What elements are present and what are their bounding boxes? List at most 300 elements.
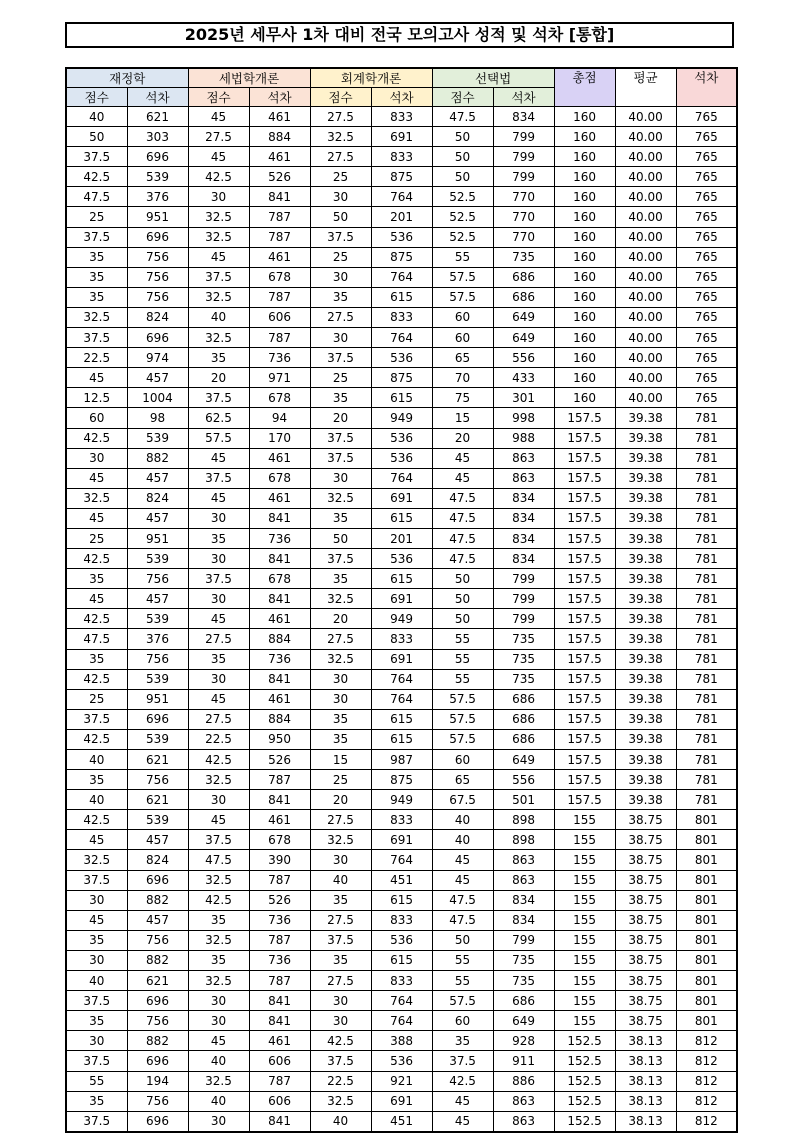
table-cell: 38.13 xyxy=(615,1051,676,1071)
table-cell: 898 xyxy=(493,810,554,830)
table-cell: 461 xyxy=(249,247,310,267)
table-cell: 37.5 xyxy=(310,348,371,368)
table-row xyxy=(66,850,737,870)
table-cell: 57.5 xyxy=(432,689,493,709)
table-cell: 40.00 xyxy=(615,348,676,368)
table-cell: 35 xyxy=(66,267,127,287)
table-cell: 390 xyxy=(249,850,310,870)
table-cell: 25 xyxy=(66,207,127,227)
table-cell: 536 xyxy=(371,428,432,448)
table-cell: 35 xyxy=(310,950,371,970)
table-cell: 1004 xyxy=(127,388,188,408)
score-subheader: 점수 xyxy=(310,88,371,107)
table-cell: 461 xyxy=(249,107,310,127)
table-cell: 539 xyxy=(127,428,188,448)
table-cell: 799 xyxy=(493,569,554,589)
table-cell: 157.5 xyxy=(554,428,615,448)
table-cell: 32.5 xyxy=(310,1091,371,1111)
table-cell: 765 xyxy=(676,368,737,388)
table-cell: 39.38 xyxy=(615,408,676,428)
table-cell: 39.38 xyxy=(615,629,676,649)
table-cell: 801 xyxy=(676,1011,737,1031)
table-cell: 152.5 xyxy=(554,1091,615,1111)
table-cell: 433 xyxy=(493,368,554,388)
table-cell: 615 xyxy=(371,569,432,589)
table-cell: 37.5 xyxy=(310,428,371,448)
table-cell: 47.5 xyxy=(432,488,493,508)
table-row xyxy=(66,348,737,368)
table-cell: 686 xyxy=(493,991,554,1011)
table-cell: 756 xyxy=(127,770,188,790)
table-cell: 461 xyxy=(249,1031,310,1051)
table-cell: 160 xyxy=(554,207,615,227)
table-cell: 801 xyxy=(676,950,737,970)
table-cell: 457 xyxy=(127,468,188,488)
table-cell: 376 xyxy=(127,629,188,649)
table-cell: 556 xyxy=(493,348,554,368)
table-cell: 37.5 xyxy=(432,1051,493,1071)
table-cell: 756 xyxy=(127,247,188,267)
table-cell: 155 xyxy=(554,810,615,830)
table-cell: 35 xyxy=(66,287,127,307)
table-cell: 678 xyxy=(249,830,310,850)
table-cell: 824 xyxy=(127,850,188,870)
total-header: 총점 xyxy=(554,68,615,107)
table-cell: 25 xyxy=(310,770,371,790)
score-subheader: 점수 xyxy=(66,88,127,107)
table-cell: 615 xyxy=(371,508,432,528)
table-cell: 526 xyxy=(249,750,310,770)
table-cell: 781 xyxy=(676,709,737,729)
table-cell: 834 xyxy=(493,508,554,528)
table-cell: 787 xyxy=(249,227,310,247)
table-cell: 157.5 xyxy=(554,528,615,548)
table-cell: 801 xyxy=(676,971,737,991)
table-cell: 45 xyxy=(432,448,493,468)
table-cell: 526 xyxy=(249,167,310,187)
table-cell: 27.5 xyxy=(310,810,371,830)
table-cell: 539 xyxy=(127,669,188,689)
table-cell: 60 xyxy=(432,328,493,348)
table-cell: 40.00 xyxy=(615,267,676,287)
table-row xyxy=(66,187,737,207)
table-cell: 765 xyxy=(676,388,737,408)
table-cell: 696 xyxy=(127,328,188,348)
table-cell: 47.5 xyxy=(432,890,493,910)
table-cell: 882 xyxy=(127,890,188,910)
table-cell: 47.5 xyxy=(66,187,127,207)
table-row xyxy=(66,629,737,649)
table-cell: 884 xyxy=(249,629,310,649)
table-cell: 884 xyxy=(249,709,310,729)
table-cell: 35 xyxy=(66,1091,127,1111)
table-cell: 37.5 xyxy=(188,830,249,850)
table-cell: 70 xyxy=(432,368,493,388)
table-cell: 160 xyxy=(554,127,615,147)
table-cell: 457 xyxy=(127,910,188,930)
table-row xyxy=(66,468,737,488)
table-cell: 30 xyxy=(310,187,371,207)
table-cell: 781 xyxy=(676,609,737,629)
table-cell: 536 xyxy=(371,549,432,569)
table-cell: 451 xyxy=(371,870,432,890)
table-cell: 160 xyxy=(554,227,615,247)
table-cell: 765 xyxy=(676,207,737,227)
table-body xyxy=(66,107,737,1132)
table-cell: 37.5 xyxy=(66,991,127,1011)
table-cell: 32.5 xyxy=(188,207,249,227)
table-row xyxy=(66,1031,737,1051)
table-cell: 42.5 xyxy=(66,669,127,689)
table-cell: 801 xyxy=(676,810,737,830)
table-cell: 32.5 xyxy=(188,971,249,991)
table-cell: 155 xyxy=(554,890,615,910)
table-cell: 32.5 xyxy=(188,930,249,950)
table-cell: 55 xyxy=(432,971,493,991)
table-cell: 833 xyxy=(371,971,432,991)
table-cell: 735 xyxy=(493,950,554,970)
table-cell: 35 xyxy=(66,649,127,669)
table-cell: 15 xyxy=(432,408,493,428)
table-cell: 27.5 xyxy=(310,971,371,991)
table-cell: 30 xyxy=(66,890,127,910)
table-cell: 736 xyxy=(249,950,310,970)
table-cell: 45 xyxy=(66,910,127,930)
table-cell: 38.13 xyxy=(615,1111,676,1132)
table-cell: 157.5 xyxy=(554,709,615,729)
table-cell: 32.5 xyxy=(188,770,249,790)
table-cell: 987 xyxy=(371,750,432,770)
table-cell: 696 xyxy=(127,227,188,247)
table-cell: 57.5 xyxy=(188,428,249,448)
table-cell: 39.38 xyxy=(615,689,676,709)
table-cell: 32.5 xyxy=(310,830,371,850)
table-cell: 50 xyxy=(432,127,493,147)
table-cell: 40.00 xyxy=(615,388,676,408)
table-cell: 45 xyxy=(66,508,127,528)
table-cell: 841 xyxy=(249,187,310,207)
table-cell: 50 xyxy=(66,127,127,147)
table-cell: 841 xyxy=(249,790,310,810)
table-cell: 39.38 xyxy=(615,750,676,770)
table-cell: 39.38 xyxy=(615,790,676,810)
table-cell: 833 xyxy=(371,107,432,127)
table-cell: 155 xyxy=(554,971,615,991)
rank-subheader: 석차 xyxy=(371,88,432,107)
table-cell: 38.75 xyxy=(615,890,676,910)
table-cell: 764 xyxy=(371,850,432,870)
table-cell: 39.38 xyxy=(615,609,676,629)
table-row xyxy=(66,991,737,1011)
table-cell: 451 xyxy=(371,1111,432,1132)
table-cell: 47.5 xyxy=(432,528,493,548)
table-cell: 38.75 xyxy=(615,950,676,970)
table-cell: 457 xyxy=(127,589,188,609)
table-cell: 833 xyxy=(371,147,432,167)
table-row xyxy=(66,669,737,689)
table-cell: 45 xyxy=(188,448,249,468)
table-cell: 686 xyxy=(493,287,554,307)
table-cell: 882 xyxy=(127,448,188,468)
table-cell: 39.38 xyxy=(615,488,676,508)
table-cell: 32.5 xyxy=(310,488,371,508)
table-cell: 696 xyxy=(127,147,188,167)
table-cell: 45 xyxy=(432,468,493,488)
table-cell: 22.5 xyxy=(188,729,249,749)
table-cell: 50 xyxy=(432,930,493,950)
table-cell: 765 xyxy=(676,267,737,287)
table-cell: 50 xyxy=(310,207,371,227)
table-cell: 686 xyxy=(493,709,554,729)
table-cell: 67.5 xyxy=(432,790,493,810)
table-cell: 40 xyxy=(66,107,127,127)
table-cell: 60 xyxy=(432,750,493,770)
table-cell: 39.38 xyxy=(615,508,676,528)
table-cell: 863 xyxy=(493,1091,554,1111)
table-cell: 841 xyxy=(249,549,310,569)
table-cell: 37.5 xyxy=(310,549,371,569)
table-cell: 47.5 xyxy=(432,508,493,528)
table-cell: 42.5 xyxy=(188,890,249,910)
table-row xyxy=(66,207,737,227)
table-cell: 30 xyxy=(188,991,249,1011)
table-cell: 615 xyxy=(371,709,432,729)
table-cell: 606 xyxy=(249,1051,310,1071)
table-cell: 157.5 xyxy=(554,448,615,468)
table-cell: 833 xyxy=(371,910,432,930)
table-cell: 37.5 xyxy=(310,1051,371,1071)
table-cell: 988 xyxy=(493,428,554,448)
table-cell: 765 xyxy=(676,328,737,348)
table-cell: 781 xyxy=(676,408,737,428)
table-cell: 152.5 xyxy=(554,1111,615,1132)
table-cell: 157.5 xyxy=(554,569,615,589)
table-cell: 824 xyxy=(127,488,188,508)
table-cell: 615 xyxy=(371,890,432,910)
table-cell: 157.5 xyxy=(554,609,615,629)
table-cell: 39.38 xyxy=(615,468,676,488)
table-cell: 47.5 xyxy=(66,629,127,649)
table-cell: 812 xyxy=(676,1051,737,1071)
table-cell: 833 xyxy=(371,629,432,649)
table-cell: 38.75 xyxy=(615,870,676,890)
table-cell: 388 xyxy=(371,1031,432,1051)
table-cell: 35 xyxy=(188,528,249,548)
average-header: 평균 xyxy=(615,68,676,107)
table-cell: 928 xyxy=(493,1031,554,1051)
table-cell: 765 xyxy=(676,147,737,167)
table-cell: 841 xyxy=(249,508,310,528)
table-cell: 461 xyxy=(249,147,310,167)
table-cell: 47.5 xyxy=(188,850,249,870)
table-cell: 781 xyxy=(676,589,737,609)
table-cell: 40.00 xyxy=(615,307,676,327)
table-cell: 35 xyxy=(432,1031,493,1051)
table-cell: 801 xyxy=(676,890,737,910)
table-row xyxy=(66,408,737,428)
table-cell: 94 xyxy=(249,408,310,428)
table-cell: 27.5 xyxy=(310,629,371,649)
table-cell: 35 xyxy=(66,770,127,790)
table-cell: 37.5 xyxy=(188,267,249,287)
table-row xyxy=(66,448,737,468)
table-cell: 951 xyxy=(127,689,188,709)
table-cell: 57.5 xyxy=(432,287,493,307)
table-row xyxy=(66,328,737,348)
table-cell: 30 xyxy=(188,790,249,810)
table-cell: 781 xyxy=(676,750,737,770)
table-cell: 155 xyxy=(554,870,615,890)
table-cell: 875 xyxy=(371,368,432,388)
table-cell: 303 xyxy=(127,127,188,147)
table-cell: 556 xyxy=(493,770,554,790)
table-cell: 45 xyxy=(188,609,249,629)
table-cell: 40 xyxy=(310,1111,371,1132)
table-cell: 301 xyxy=(493,388,554,408)
table-cell: 35 xyxy=(310,287,371,307)
table-cell: 781 xyxy=(676,569,737,589)
table-cell: 30 xyxy=(310,850,371,870)
table-cell: 39.38 xyxy=(615,528,676,548)
table-cell: 35 xyxy=(310,388,371,408)
subject-header-tax-law: 세법학개론 xyxy=(188,68,310,88)
table-row xyxy=(66,287,737,307)
table-cell: 40.00 xyxy=(615,247,676,267)
table-cell: 30 xyxy=(66,1031,127,1051)
table-cell: 45 xyxy=(432,850,493,870)
table-cell: 39.38 xyxy=(615,649,676,669)
table-cell: 649 xyxy=(493,750,554,770)
table-cell: 38.75 xyxy=(615,971,676,991)
table-cell: 50 xyxy=(432,609,493,629)
subject-header-accounting: 회계학개론 xyxy=(310,68,432,88)
table-row xyxy=(66,247,737,267)
table-cell: 152.5 xyxy=(554,1071,615,1091)
table-cell: 736 xyxy=(249,649,310,669)
table-cell: 30 xyxy=(188,549,249,569)
table-cell: 40 xyxy=(310,870,371,890)
table-cell: 539 xyxy=(127,609,188,629)
table-row xyxy=(66,589,737,609)
table-cell: 35 xyxy=(188,649,249,669)
page-title: 2025년 세무사 1차 대비 전국 모의고사 성적 및 석차 [통합] xyxy=(65,22,734,48)
table-cell: 911 xyxy=(493,1051,554,1071)
table-cell: 686 xyxy=(493,729,554,749)
table-cell: 40.00 xyxy=(615,107,676,127)
table-cell: 801 xyxy=(676,910,737,930)
table-cell: 40.00 xyxy=(615,287,676,307)
table-cell: 886 xyxy=(493,1071,554,1091)
table-cell: 882 xyxy=(127,1031,188,1051)
table-cell: 781 xyxy=(676,669,737,689)
table-cell: 45 xyxy=(66,830,127,850)
table-cell: 678 xyxy=(249,468,310,488)
table-cell: 160 xyxy=(554,167,615,187)
table-cell: 155 xyxy=(554,830,615,850)
table-cell: 801 xyxy=(676,930,737,950)
table-cell: 55 xyxy=(432,950,493,970)
table-cell: 461 xyxy=(249,488,310,508)
table-row xyxy=(66,267,737,287)
table-cell: 45 xyxy=(66,589,127,609)
table-cell: 756 xyxy=(127,1011,188,1031)
table-cell: 686 xyxy=(493,267,554,287)
table-cell: 37.5 xyxy=(66,870,127,890)
table-cell: 35 xyxy=(188,950,249,970)
table-cell: 152.5 xyxy=(554,1031,615,1051)
table-cell: 536 xyxy=(371,930,432,950)
table-cell: 20 xyxy=(310,408,371,428)
table-cell: 42.5 xyxy=(66,609,127,629)
table-row xyxy=(66,549,737,569)
table-cell: 841 xyxy=(249,991,310,1011)
table-cell: 30 xyxy=(310,1011,371,1031)
table-cell: 950 xyxy=(249,729,310,749)
score-table xyxy=(65,67,738,1133)
table-cell: 50 xyxy=(432,167,493,187)
table-cell: 812 xyxy=(676,1091,737,1111)
table-cell: 157.5 xyxy=(554,669,615,689)
table-cell: 799 xyxy=(493,167,554,187)
table-row xyxy=(66,950,737,970)
table-cell: 98 xyxy=(127,408,188,428)
table-cell: 20 xyxy=(188,368,249,388)
table-cell: 35 xyxy=(66,569,127,589)
table-cell: 30 xyxy=(188,1011,249,1031)
table-row xyxy=(66,910,737,930)
table-cell: 32.5 xyxy=(66,488,127,508)
table-cell: 45 xyxy=(188,689,249,709)
table-cell: 22.5 xyxy=(66,348,127,368)
table-cell: 40.00 xyxy=(615,368,676,388)
table-cell: 40 xyxy=(188,1091,249,1111)
score-subheader: 점수 xyxy=(432,88,493,107)
table-cell: 736 xyxy=(249,348,310,368)
table-cell: 57.5 xyxy=(432,709,493,729)
table-cell: 787 xyxy=(249,971,310,991)
table-cell: 160 xyxy=(554,307,615,327)
table-cell: 12.5 xyxy=(66,388,127,408)
table-cell: 65 xyxy=(432,348,493,368)
table-cell: 799 xyxy=(493,609,554,629)
table-cell: 765 xyxy=(676,348,737,368)
table-cell: 45 xyxy=(66,368,127,388)
table-cell: 621 xyxy=(127,971,188,991)
table-row xyxy=(66,488,737,508)
table-cell: 157.5 xyxy=(554,770,615,790)
table-cell: 45 xyxy=(432,1091,493,1111)
table-cell: 30 xyxy=(66,448,127,468)
table-cell: 40 xyxy=(66,790,127,810)
table-cell: 160 xyxy=(554,147,615,167)
table-cell: 615 xyxy=(371,388,432,408)
table-cell: 25 xyxy=(310,167,371,187)
table-cell: 157.5 xyxy=(554,750,615,770)
table-cell: 863 xyxy=(493,1111,554,1132)
table-cell: 42.5 xyxy=(310,1031,371,1051)
table-cell: 539 xyxy=(127,810,188,830)
table-cell: 40 xyxy=(432,830,493,850)
table-cell: 57.5 xyxy=(432,267,493,287)
table-cell: 160 xyxy=(554,287,615,307)
table-cell: 30 xyxy=(188,589,249,609)
table-cell: 157.5 xyxy=(554,689,615,709)
table-cell: 42.5 xyxy=(66,810,127,830)
table-cell: 40 xyxy=(432,810,493,830)
table-cell: 160 xyxy=(554,247,615,267)
table-cell: 47.5 xyxy=(432,107,493,127)
table-cell: 40.00 xyxy=(615,147,676,167)
